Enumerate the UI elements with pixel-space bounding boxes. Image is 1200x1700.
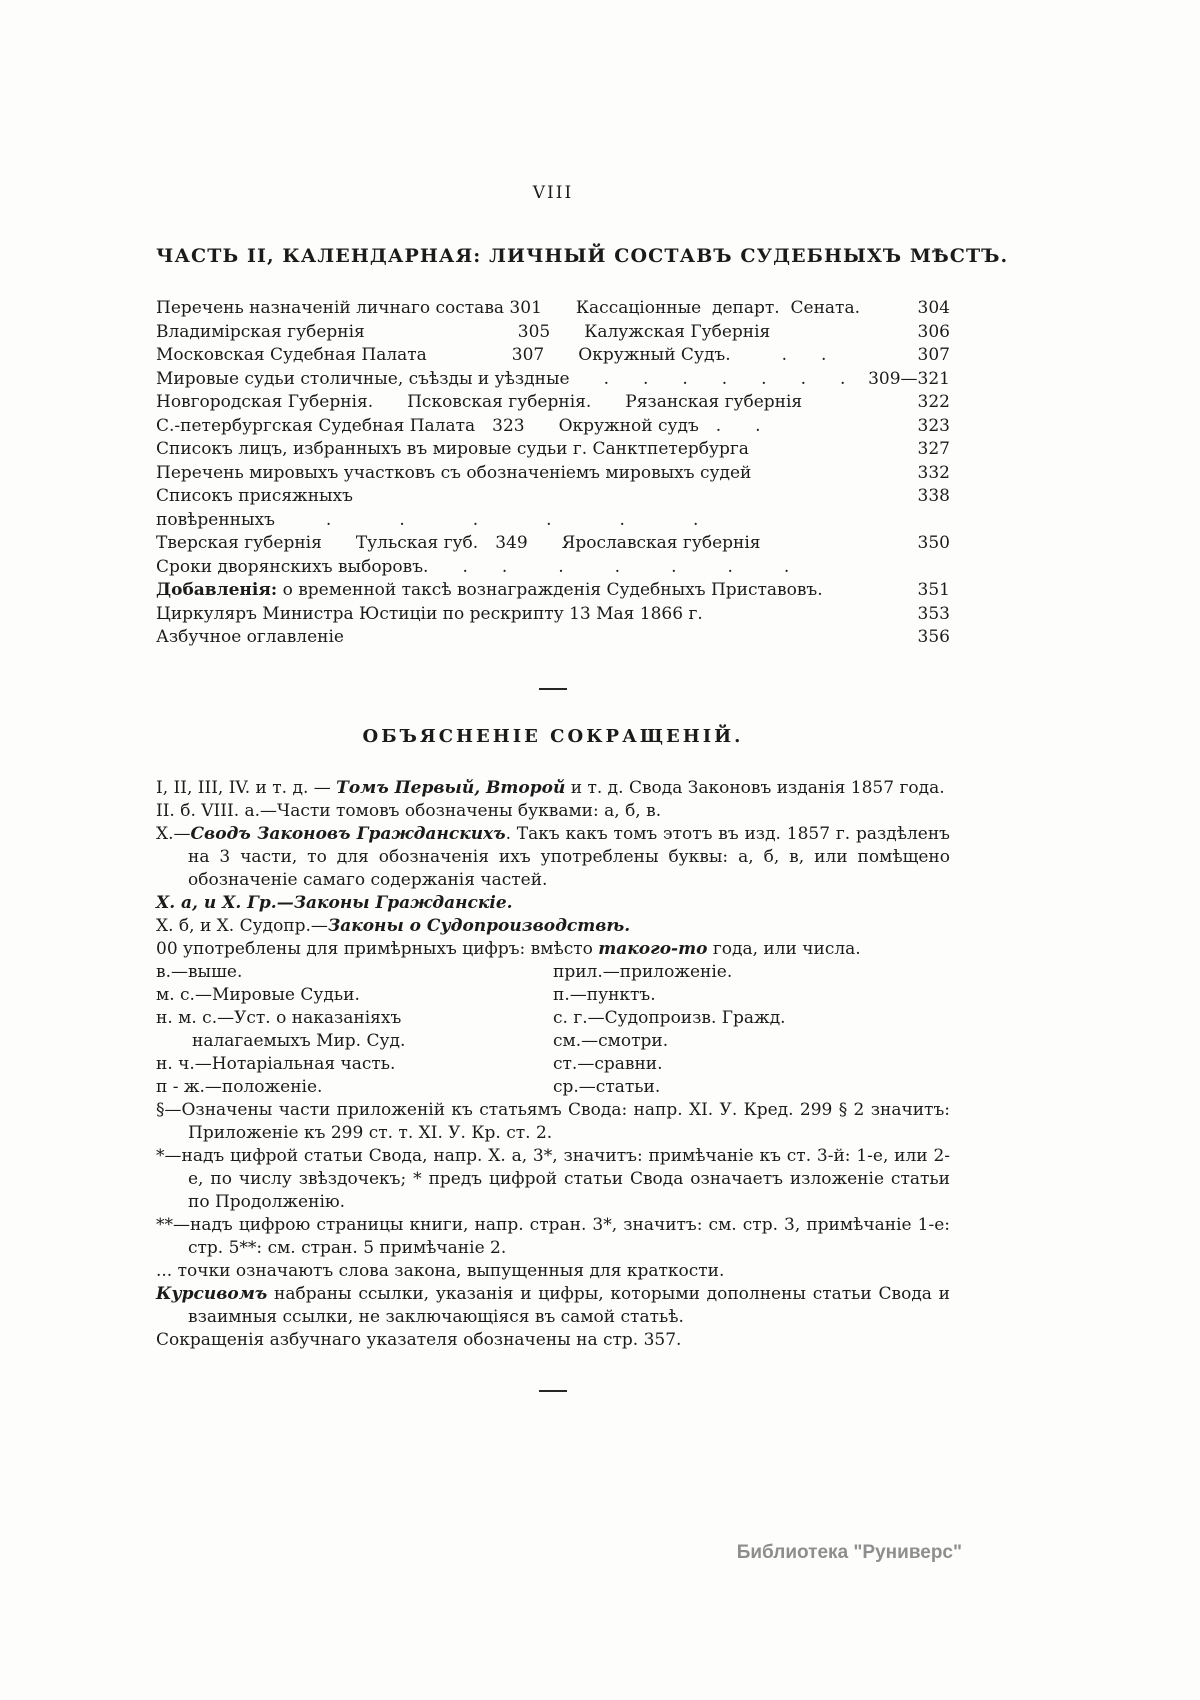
toc-row: [156, 297, 950, 321]
toc-row: [156, 368, 950, 392]
toc-row: [156, 579, 950, 603]
toc-row-title: С.-петербургская Судебная Палата 323 Окружной судъ . .: [156, 415, 761, 436]
toc-row-rest: о временной таксѣ вознагражденія Судебныхъ Приставовъ.: [277, 580, 823, 600]
toc-row-title: Перечень назначеній личнаго состава 301 Кассаціонные департ. Сената.: [156, 298, 860, 318]
toc-row-page: 356: [917, 627, 950, 647]
abbr-entry: [156, 800, 950, 823]
toc-row-title: Московская Судебная Палата 307 Окружный Судъ. . .: [156, 345, 827, 365]
abbr-two-columns: [156, 961, 950, 1099]
toc-row: [156, 415, 950, 439]
abbr-col-line: прил.—приложеніе.: [553, 961, 733, 982]
toc-row-title: Тверская губернія Тульская губ. 349 Ярославская губернія: [156, 533, 761, 553]
toc-row-title: Циркуляръ Министра Юстиціи по рескрипту 13 Мая 1866 г.: [156, 603, 703, 624]
toc-row-page: 304: [917, 298, 950, 318]
toc-row-title: Сроки дворянскихъ выборовъ. . . . . . . .: [156, 556, 790, 577]
abbr-entry: [156, 1283, 950, 1329]
abbr-entry-emph: Томъ Первый, Второй: [336, 777, 566, 798]
toc-row-title: Списокъ лицъ, избранныхъ въ мировые судьи г. Санктпетербурга: [156, 439, 749, 459]
toc-row: [156, 438, 950, 462]
abbr-col-line: ср.—статьи.: [553, 1076, 661, 1097]
library-watermark: Библиотека "Руниверс": [736, 1542, 962, 1563]
abbr-entry: [156, 1099, 950, 1145]
toc-row-title: Мировые судьи столичные, съѣзды и уѣздные . . . . . . .: [156, 368, 846, 389]
toc-row: [156, 462, 950, 486]
toc-row-title: Владимірская губернія 305 Калужская Губернія: [156, 321, 771, 342]
toc-row-page: 322: [917, 392, 950, 412]
abbr-entry-text: года, или числа.: [707, 938, 861, 959]
toc-row-page: 353: [917, 603, 950, 624]
toc-row-page: [892, 556, 950, 580]
abbr-col-line: налагаемыхъ Мир. Суд.: [192, 1030, 406, 1051]
section-divider: [539, 1390, 567, 1392]
abbr-entry-text: ... точки означаютъ слова закона, выпущенныя для краткости.: [156, 1260, 725, 1281]
abbr-entry-emph: такого-то: [598, 938, 708, 959]
toc-row-title: Списокъ присяжныхъ повѣренныхъ . . . . . .: [156, 486, 699, 530]
toc-row-title: Азбучное оглавленіе: [156, 627, 344, 647]
abbr-entry: [156, 938, 950, 961]
toc-row-title: Перечень мировыхъ участковъ съ обозначеніемъ мировыхъ судей: [156, 462, 752, 483]
abbr-entry: [156, 823, 950, 892]
toc-row-page: 350: [917, 533, 950, 553]
abbr-entry-emph: X. а, и X. Гр.—Законы Гражданскіе.: [156, 892, 513, 913]
toc-heading: ЧАСТЬ II, КАЛЕНДАРНАЯ: ЛИЧНЫЙ СОСТАВЪ СУДЕБНЫХЪ МѢСТЪ.: [156, 245, 1009, 267]
toc-row: [156, 556, 950, 580]
abbr-entry-text: I, II, III, IV. и т. д. —: [156, 777, 337, 798]
abbr-col-line: н. ч.—Нотаріальная часть.: [156, 1053, 396, 1074]
toc-row: [156, 391, 950, 415]
abbr-entry: [156, 777, 950, 800]
abbr-entry-text: *—надъ цифрой статьи Свода, напр. X. а, 3*, значитъ: примѣчаніе къ ст. 3-й: 1-е, или 2-е, по числу звѣздочекъ; * предъ цифрой статьи Свода означаетъ изложеніе статьи по Продолженію.: [156, 1145, 950, 1212]
abbr-entry-text: набраны ссылки, указанія и цифры, которыми дополнены статьи Свода и взаимныя ссылки, не заключающіяся въ самой статьѣ.: [188, 1283, 950, 1327]
toc-row-title: Новгородская Губернія. Псковская губернія. Рязанская губернія: [156, 392, 803, 412]
abbr-entry-text: II. б. VIII. а.—Части томовъ обозначены буквами: а, б, в.: [156, 800, 662, 821]
abbr-entry-emph: Сводъ Законовъ Гражданскихъ: [190, 823, 506, 844]
toc-row-title: [156, 579, 892, 603]
toc-row-page: 307: [917, 345, 950, 365]
toc-list: [156, 297, 950, 650]
toc-row: [156, 626, 950, 650]
toc-row-lead: Добавленія:: [156, 580, 278, 600]
abbr-entry-text: и т. д. Свода Законовъ изданія 1857 года.: [565, 777, 945, 798]
toc-row: [156, 344, 950, 368]
toc-row: [156, 603, 950, 627]
toc-row-page: 332: [917, 462, 950, 483]
abbr-column-left: [156, 961, 553, 1099]
toc-row-page: 306: [917, 321, 950, 342]
abbr-col-line: п - ж.—положеніе.: [156, 1076, 323, 1097]
abbr-entry: [156, 1260, 950, 1283]
abbr-col-line: п.—пунктъ.: [553, 984, 656, 1005]
abbr-col-line: с. г.—Судопроизв. Гражд.: [553, 1007, 786, 1028]
abbr-entry-text: X.—: [156, 823, 191, 844]
toc-row-page: 351: [917, 580, 950, 600]
abbr-entry-text: §—Означены части приложеній къ статьямъ Свода: напр. XI. У. Кред. 299 § 2 значитъ: Приложеніе къ 299 ст. т. XI. У. Кр. ст. 2.: [156, 1099, 950, 1143]
abbr-entry: [156, 1329, 950, 1352]
abbr-entry: [156, 915, 950, 938]
toc-row-page: 309—321: [868, 368, 950, 389]
toc-row-page: 327: [917, 439, 950, 459]
toc-row: [156, 485, 950, 532]
abbr-entry-text: . Такъ какъ томъ этотъ въ изд. 1857 г. раздѣленъ на 3 части, то для обозначенія ихъ употреблены буквы: а, б, в, или помѣщено обозначеніе самаго содержанія частей.: [188, 823, 950, 890]
abbr-col-line: м. с.—Мировые Судьи.: [156, 984, 360, 1005]
abbr-entry-text: X. б, и X. Судопр.—: [156, 915, 328, 936]
toc-row-page: 323: [917, 415, 950, 436]
abbr-entry: [156, 1214, 950, 1260]
abbreviations-list: [156, 777, 950, 1352]
abbr-entry-text: 00 употреблены для примѣрныхъ цифръ: вмѣсто: [156, 938, 599, 959]
abbreviations-heading: ОБЪЯСНЕНІЕ СОКРАЩЕНІЙ.: [362, 725, 744, 747]
abbr-entry-text: **—надъ цифрою страницы книги, напр. стран. 3*, значитъ: см. стр. 3, примѣчаніе 1-е: стр. 5**: см. стран. 5 примѣчаніе 2.: [156, 1214, 950, 1258]
page-content: [156, 183, 1009, 1428]
abbr-col-line: в.—выше.: [156, 961, 243, 982]
abbr-entry-text: Сокращенія азбучнаго указателя обозначены на стр. 357.: [156, 1329, 682, 1350]
abbr-col-line: см.—смотри.: [553, 1030, 669, 1051]
abbr-entry: [156, 1145, 950, 1214]
toc-row: [156, 532, 950, 556]
abbr-col-line: ст.—сравни.: [553, 1053, 663, 1074]
abbr-col-line: н. м. с.—Уст. о наказаніяхъ: [156, 1007, 402, 1028]
abbr-entry: [156, 892, 950, 915]
abbr-entry-emph: Курсивомъ: [156, 1283, 268, 1304]
toc-row: [156, 321, 950, 345]
toc-row-page: 338: [917, 486, 950, 506]
abbr-entry-emph: Законы о Судопроизводствѣ.: [327, 915, 631, 936]
abbr-column-right: [553, 961, 950, 1099]
page-number: VIII: [532, 183, 574, 203]
section-divider: [539, 688, 567, 690]
